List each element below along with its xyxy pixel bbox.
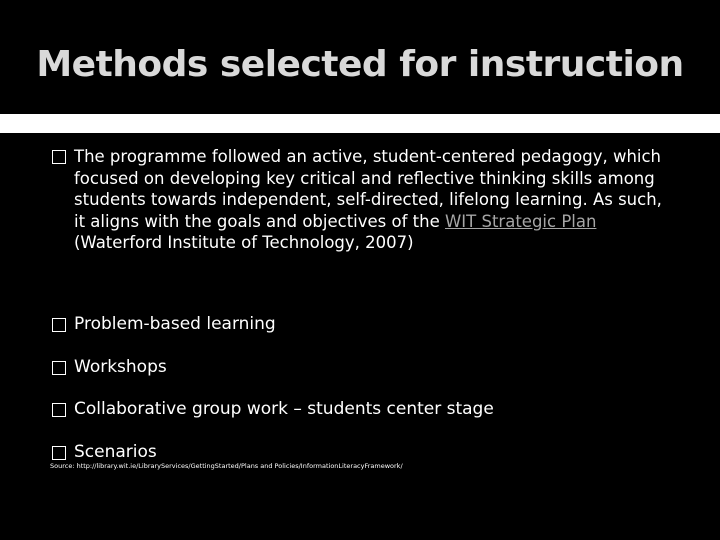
bullet-item-programme bbox=[52, 146, 692, 254]
bullet-item-workshops bbox=[52, 357, 692, 378]
bullet-text bbox=[74, 146, 674, 254]
bullet-item-scenarios bbox=[52, 442, 692, 463]
bullet-item-problem-based-learning bbox=[52, 314, 692, 335]
square-bullet-icon bbox=[52, 361, 66, 375]
bullet-text: Workshops bbox=[74, 357, 167, 377]
bullet-text: Problem-based learning bbox=[74, 314, 276, 334]
bullet-text: Scenarios bbox=[74, 442, 157, 462]
square-bullet-icon bbox=[52, 150, 66, 164]
wit-strategic-plan-link[interactable]: WIT Strategic Plan bbox=[444, 211, 597, 231]
square-bullet-icon bbox=[52, 446, 66, 460]
square-bullet-icon bbox=[52, 318, 66, 332]
bullet-text-after: (Waterford Institute of Technology, 2007) bbox=[74, 233, 414, 252]
title-divider bbox=[0, 114, 720, 133]
bullet-item-collaborative-group-work bbox=[52, 399, 692, 420]
slide-title: Methods selected for instruction bbox=[36, 44, 684, 85]
source-citation: Source: http://library.wit.ie/LibraryServices/GettingStarted/Plans and Policies/InformationLiteracyFramework/ bbox=[50, 462, 403, 470]
square-bullet-icon bbox=[52, 403, 66, 417]
bullet-text: Collaborative group work – students center stage bbox=[74, 399, 494, 419]
bullet-text-before: The programme followed an active, student-centered pedagogy, which focused on developing key critical and reflective thinking skills among students towards independent, self-directed, lifelong learning. As such, it aligns with the goals and objectives of the bbox=[74, 147, 662, 231]
